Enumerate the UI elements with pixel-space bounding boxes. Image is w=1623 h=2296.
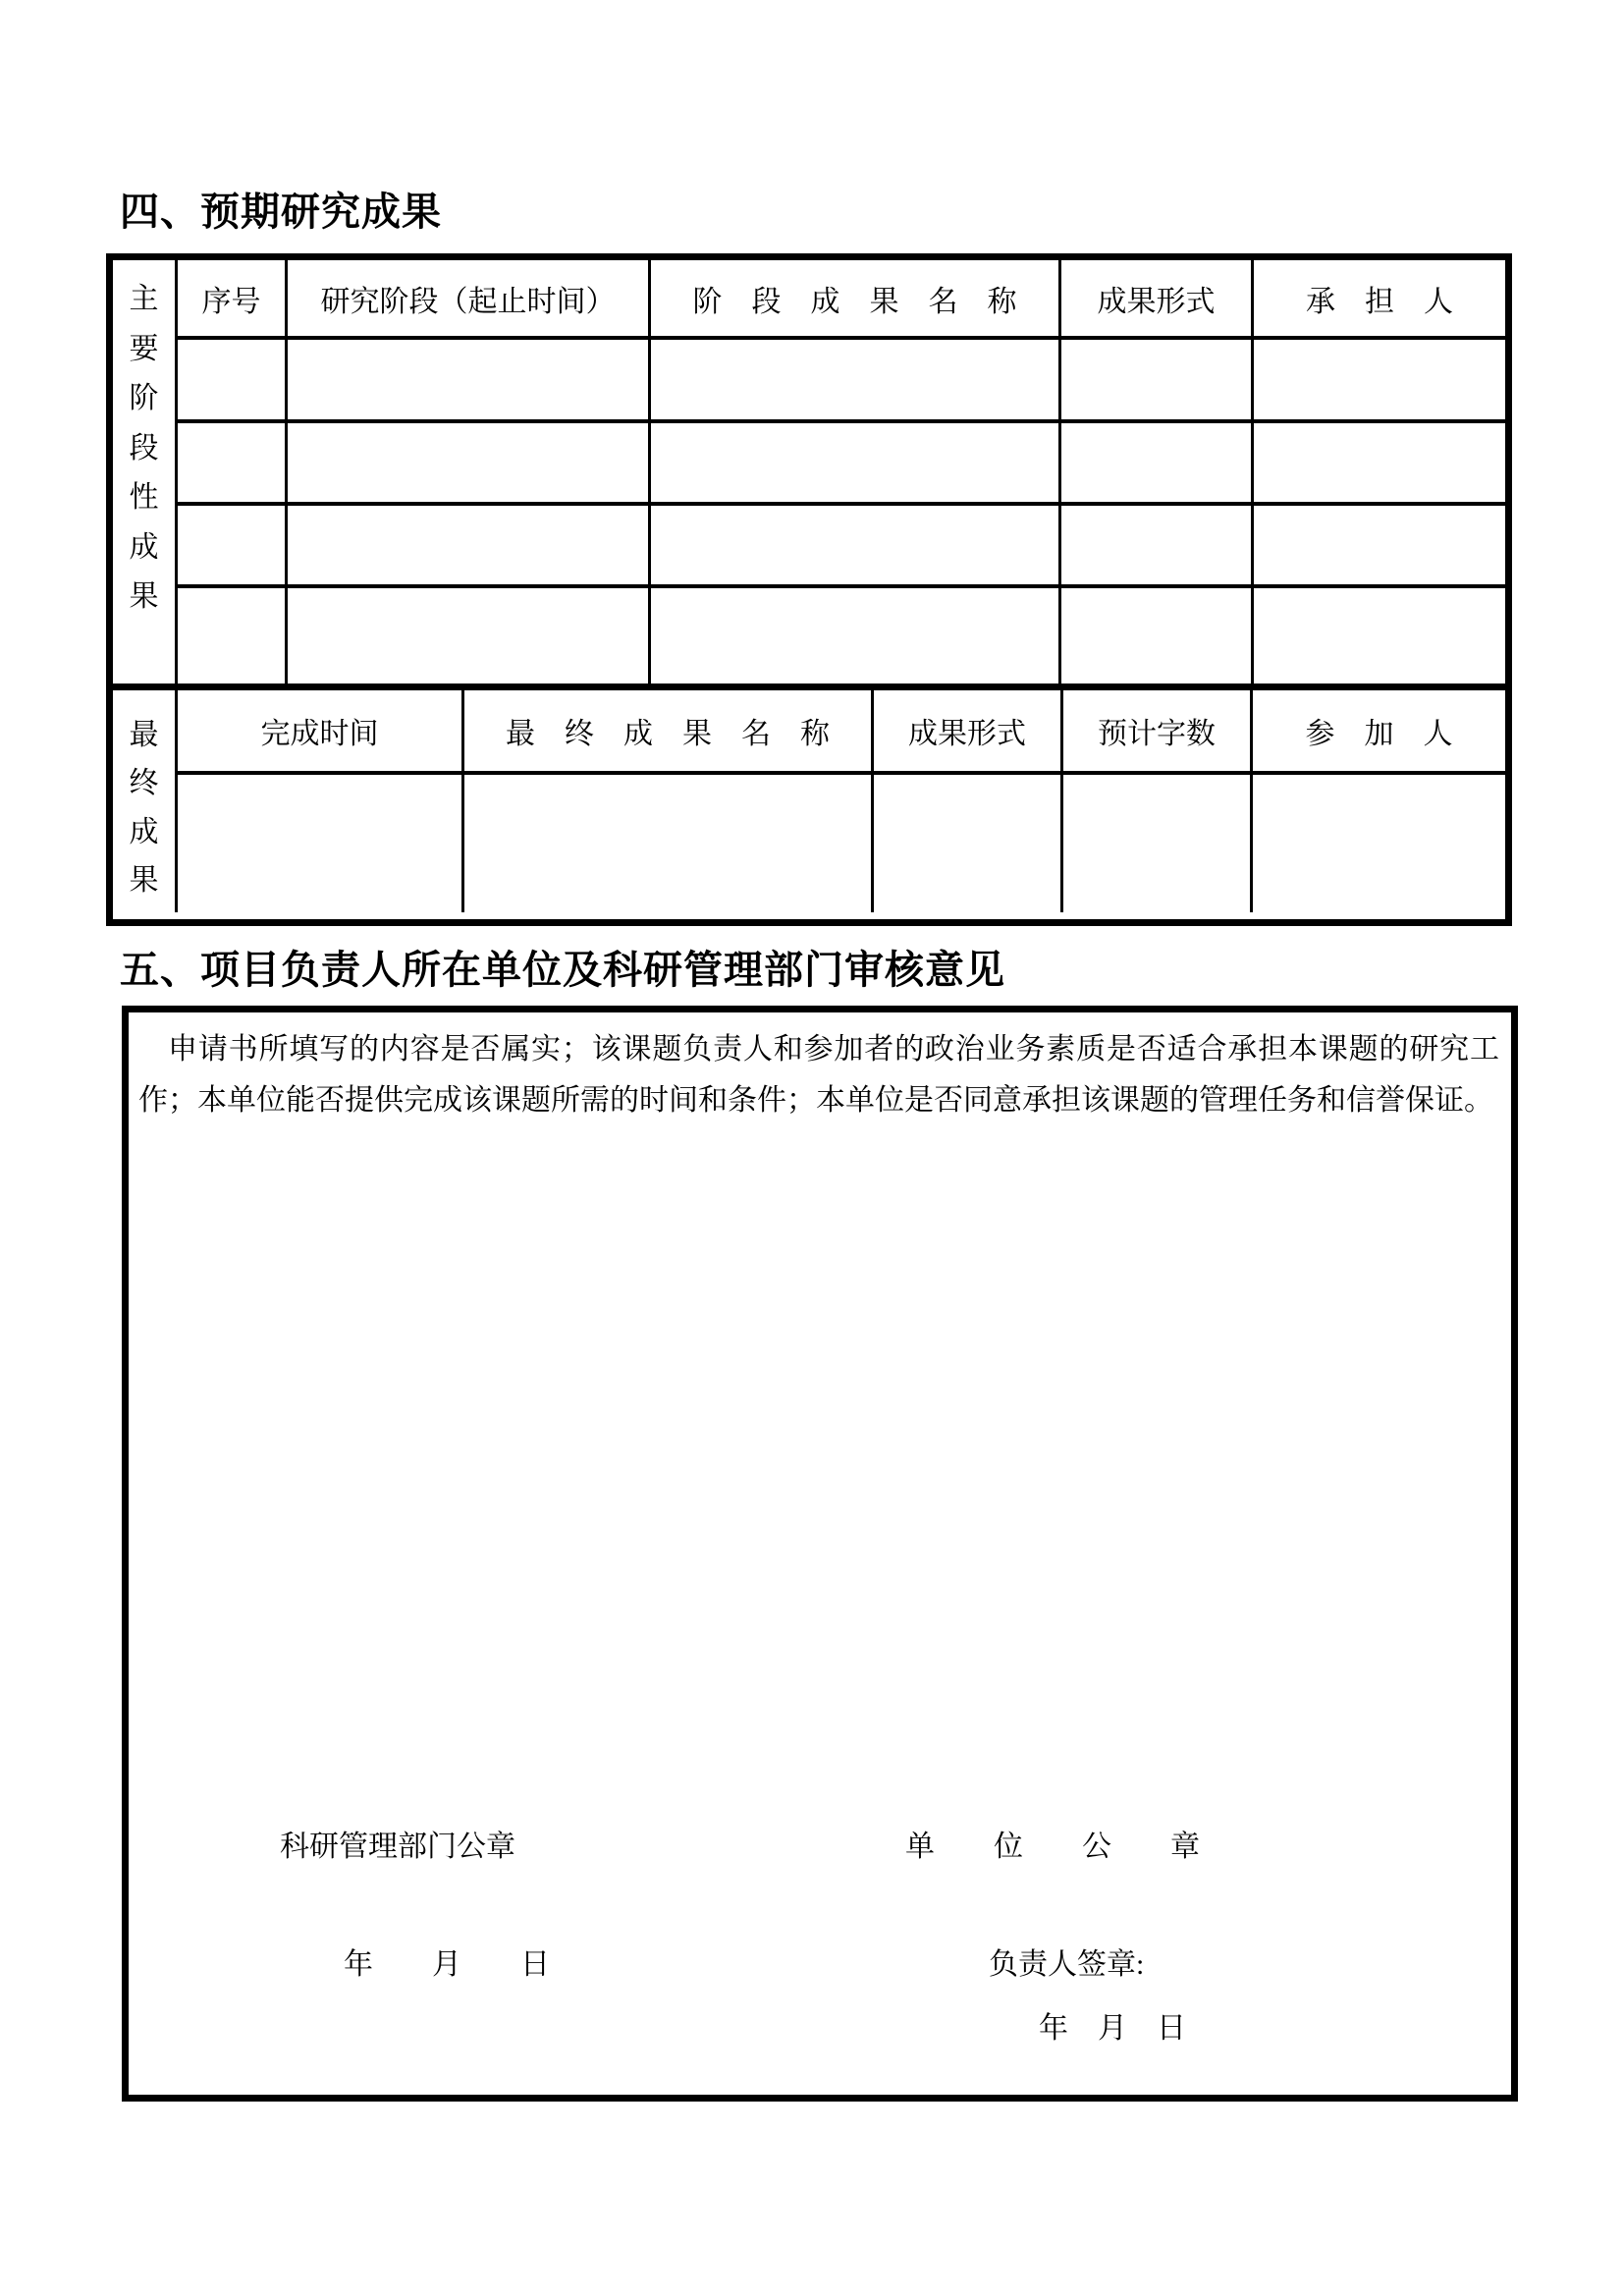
side-label-char: 果	[129, 863, 159, 897]
table-cell-empty[interactable]	[285, 584, 648, 683]
side-label-char: 成	[129, 530, 159, 564]
side-label-char: 阶	[129, 382, 159, 414]
side-label-char: 主	[129, 283, 159, 315]
col-header-result-form: 成果形式	[871, 690, 1060, 771]
col-header-word-count: 预计字数	[1060, 690, 1250, 771]
stage-results-side-label	[113, 260, 178, 683]
table-cell-empty[interactable]	[1060, 771, 1250, 912]
col-header-result-form: 成果形式	[1058, 260, 1251, 336]
table-cell-empty[interactable]	[1058, 419, 1251, 502]
table-cell-empty[interactable]	[178, 502, 285, 584]
side-label-char: 果	[129, 580, 159, 613]
table-cell-empty[interactable]	[1251, 419, 1505, 502]
review-guidelines-text: 申请书所填写的内容是否属实；该课题负责人和参加者的政治业务素质是否适合承担本课题的研究工作；本单位能否提供完成该课题所需的时间和条件；本单位是否同意承担该课题的管理任务和信誉保证。	[138, 1033, 1499, 1117]
table-cell-empty[interactable]	[648, 419, 1058, 502]
table-cell-empty[interactable]	[871, 771, 1060, 912]
unit-seal-label: 单 位 公 章	[905, 1831, 1200, 1863]
table-cell-empty[interactable]	[178, 771, 461, 912]
table-cell-empty[interactable]	[285, 336, 648, 419]
col-header-final-result-name: 最 终 成 果 名 称	[461, 690, 871, 771]
dept-date-line: 年 月 日	[344, 1948, 550, 1981]
side-label-char: 最	[129, 719, 159, 751]
leader-signature-label: 负责人签章:	[989, 1948, 1145, 1981]
stage-results-grid	[113, 260, 1505, 683]
side-label-char: 段	[129, 431, 159, 465]
side-label-char: 性	[129, 481, 159, 514]
table-cell-empty[interactable]	[461, 771, 871, 912]
unit-date-line: 年 月 日	[1039, 2012, 1186, 2045]
side-label-char: 要	[129, 332, 159, 365]
section4-title: 四、预期研究成果	[120, 191, 442, 234]
review-opinion-box	[122, 1006, 1518, 2102]
table-cell-empty[interactable]	[1251, 584, 1505, 683]
table-cell-empty[interactable]	[178, 336, 285, 419]
table-cell-empty[interactable]	[1058, 584, 1251, 683]
expected-results-table	[106, 253, 1512, 926]
table-cell-empty[interactable]	[1058, 502, 1251, 584]
table-cell-empty[interactable]	[1251, 502, 1505, 584]
side-label-char: 终	[129, 767, 159, 800]
table-cell-empty[interactable]	[285, 502, 648, 584]
col-header-undertaker: 承 担 人	[1251, 260, 1505, 336]
col-header-seq: 序号	[201, 285, 261, 318]
dept-seal-label: 科研管理部门公章	[280, 1831, 515, 1863]
section5-title: 五、项目负责人所在单位及科研管理部门审核意见	[120, 949, 1005, 992]
table-cell-empty[interactable]	[1251, 336, 1505, 419]
side-label-char: 成	[129, 815, 159, 848]
table-cell-empty[interactable]	[285, 419, 648, 502]
table-cell-empty[interactable]	[178, 419, 285, 502]
col-header-phase: 研究阶段（起止时间）	[285, 260, 648, 336]
table-cell-empty[interactable]	[1250, 771, 1505, 912]
col-header-stage-result-name: 阶 段 成 果 名 称	[648, 260, 1058, 336]
col-header-finish-time: 完成时间	[260, 718, 379, 750]
col-header-participants: 参 加 人	[1250, 690, 1505, 771]
final-results-grid	[113, 683, 1505, 912]
table-cell-empty[interactable]	[648, 584, 1058, 683]
table-cell-empty[interactable]	[648, 502, 1058, 584]
table-cell-empty[interactable]	[1058, 336, 1251, 419]
final-results-side-label	[113, 690, 178, 912]
table-cell-empty[interactable]	[648, 336, 1058, 419]
table-cell-empty[interactable]	[178, 584, 285, 683]
